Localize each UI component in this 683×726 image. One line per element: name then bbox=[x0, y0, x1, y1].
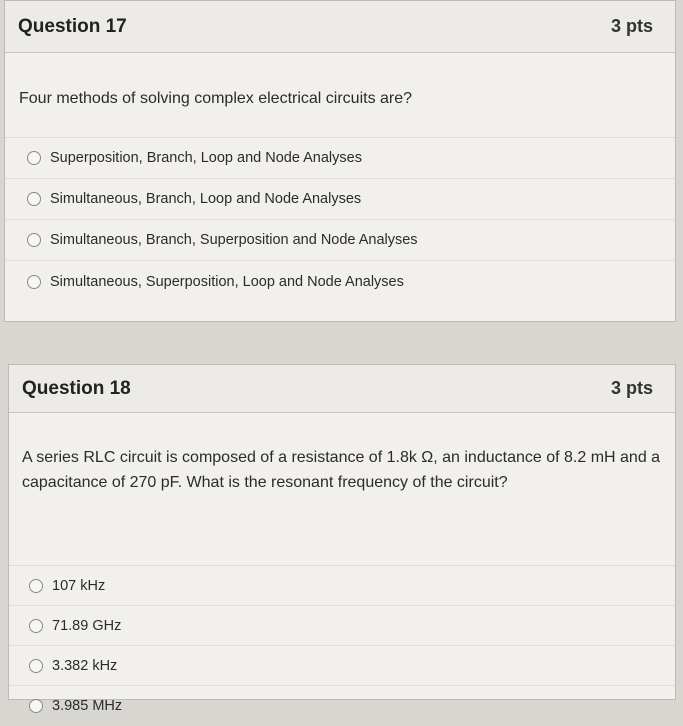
question-title: Question 17 bbox=[18, 15, 127, 37]
answer-list bbox=[9, 565, 675, 726]
answer-option[interactable] bbox=[9, 646, 675, 686]
answer-list bbox=[5, 137, 675, 302]
answer-label: 71.89 GHz bbox=[52, 617, 122, 634]
answer-label: Superposition, Branch, Loop and Node Analyses bbox=[50, 150, 362, 166]
radio-button-icon[interactable] bbox=[29, 699, 43, 713]
answer-option[interactable] bbox=[9, 686, 675, 726]
radio-button-icon[interactable] bbox=[27, 151, 41, 165]
answer-option[interactable] bbox=[9, 606, 675, 646]
answer-option[interactable] bbox=[5, 179, 675, 220]
question-card-18 bbox=[8, 364, 676, 714]
answer-label: 3.382 kHz bbox=[52, 657, 118, 674]
question-text: A series RLC circuit is composed of a resistance of 1.8k Ω, an inductance of 8.2 mH and a capacitance of 270 pF. What is the resonant frequency of the circuit? bbox=[22, 449, 661, 491]
answer-option[interactable] bbox=[5, 220, 675, 261]
answer-label: 107 kHz bbox=[52, 577, 106, 594]
radio-button-icon[interactable] bbox=[27, 233, 41, 247]
radio-button-icon[interactable] bbox=[27, 192, 41, 206]
answer-label: Simultaneous, Branch, Loop and Node Analyses bbox=[50, 191, 362, 207]
answer-label: Simultaneous, Branch, Superposition and Node Analyses bbox=[50, 232, 418, 248]
answer-option[interactable] bbox=[5, 261, 675, 302]
answer-option[interactable] bbox=[9, 566, 675, 606]
question-points: 3 pts bbox=[610, 378, 653, 398]
question-header bbox=[9, 365, 675, 413]
question-points: 3 pts bbox=[610, 16, 653, 36]
radio-button-icon[interactable] bbox=[29, 619, 43, 633]
answer-label: Simultaneous, Superposition, Loop and Node Analyses bbox=[50, 273, 404, 290]
question-text: Four methods of solving complex electrical circuits are? bbox=[19, 90, 413, 107]
answer-option[interactable] bbox=[5, 138, 675, 179]
question-title: Question 18 bbox=[22, 377, 131, 399]
radio-button-icon[interactable] bbox=[29, 579, 43, 593]
radio-button-icon[interactable] bbox=[29, 659, 43, 673]
radio-button-icon[interactable] bbox=[27, 275, 41, 289]
question-header bbox=[5, 1, 675, 53]
question-card-17 bbox=[4, 0, 676, 322]
answer-label: 3.985 MHz bbox=[52, 698, 123, 714]
